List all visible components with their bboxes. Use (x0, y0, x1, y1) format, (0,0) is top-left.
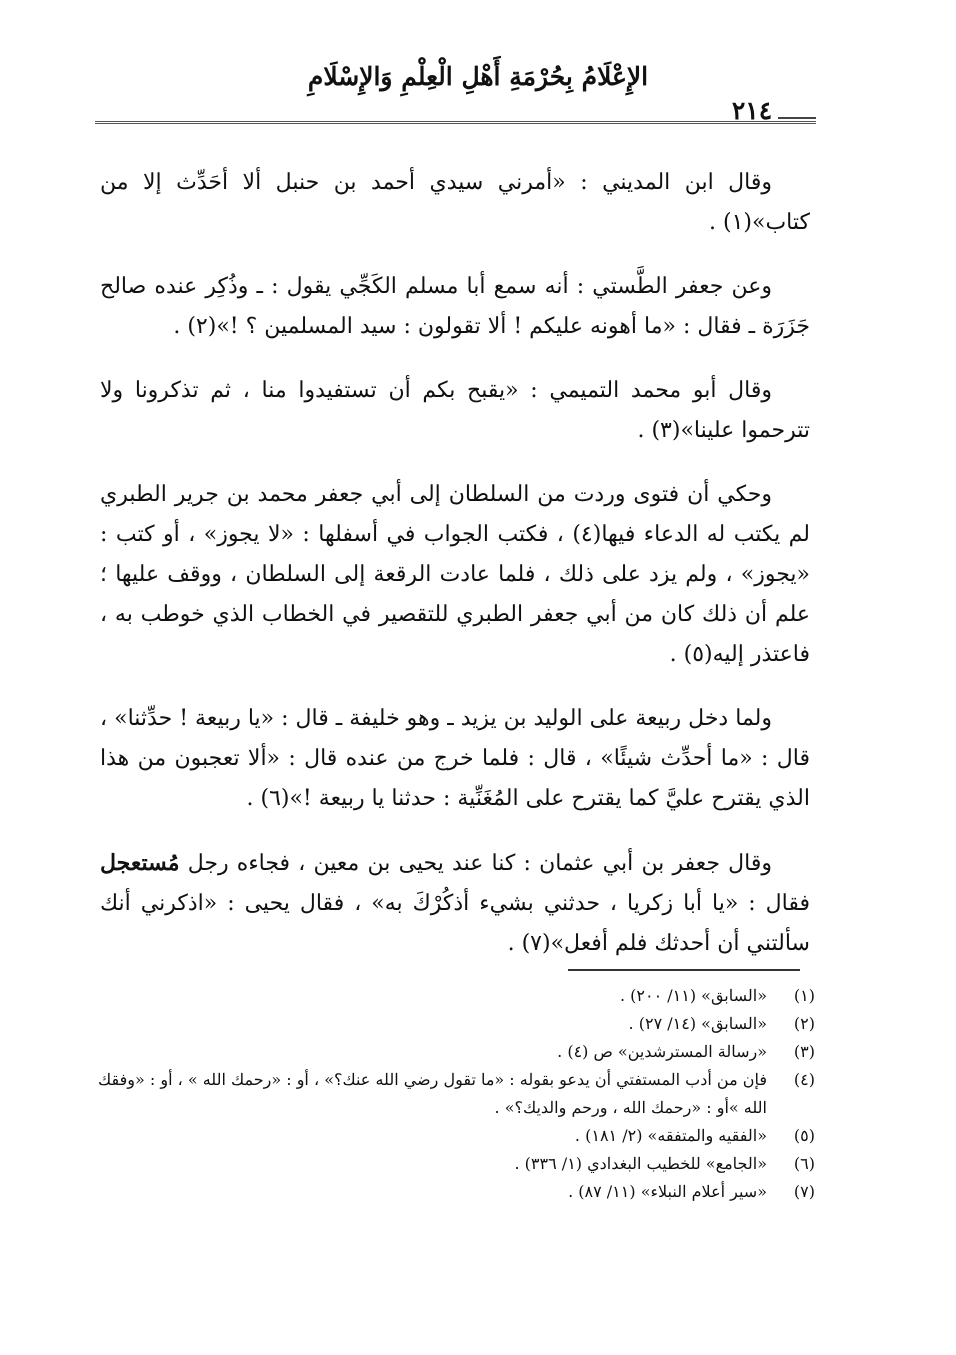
footnote-item (95, 1010, 815, 1038)
footnote-text: «السابق» (١١/ ٢٠٠) . (619, 986, 767, 1005)
footnote-item (95, 1038, 815, 1066)
paragraph: وقال ابن المديني : «أمرني سيدي أحمد بن حنبل ألا أحَدِّث إلا من كتاب»(١) . (100, 170, 810, 235)
page-number: ٢١٤ (731, 96, 773, 125)
footnote-number: (٥) (793, 1126, 815, 1145)
paragraph: ولما دخل ربيعة على الوليد بن يزيد ـ وهو خليفة ـ قال : «يا ربيعة ! حدِّثنا» ، قال : «ما أحدِّث شيئًا» ، قال : فلما خرج من عنده قال : «ألا تعجبون من هذا الذي يقترح عليَّ كما يقترح على المُغَنِّية : حدثنا يا ربيعة !»(٦) . (100, 706, 810, 811)
footnote-separator (568, 969, 800, 971)
footnote-item (95, 1150, 815, 1178)
paragraph: وحكي أن فتوى وردت من السلطان إلى أبي جعفر محمد بن جرير الطبري لم يكتب له الدعاء فيها(٤) ، فكتب الجواب في أسفلها : «لا يجوز» ، أو كتب : «يجوز» ، ولم يزد على ذلك ، فلما عادت الرقعة إلى السلطان ، ووقف عليها ؛ علم أن ذلك كان من أبي جعفر الطبري للتقصير في الخطاب الذي خوطب به ، فاعتذر إليه(٥) . (100, 482, 810, 667)
footnote-text: «سير أعلام النبلاء» (١١/ ٨٧) . (568, 1182, 767, 1201)
footnote-item (95, 982, 815, 1010)
footnote-number: (٣) (793, 1042, 815, 1061)
footnote-text: «رسالة المسترشدين» ص (٤) . (557, 1042, 767, 1061)
header-rule (95, 121, 816, 126)
footnote-number: (٦) (793, 1154, 815, 1173)
footnote-number: (٤) (793, 1070, 815, 1089)
bold-word: مُستعجل (100, 850, 180, 876)
paragraph-last (100, 843, 810, 964)
page-number-rule (778, 117, 816, 119)
footnote-item (95, 1122, 815, 1150)
footnote-item (95, 1178, 815, 1206)
footnote-number: (٧) (793, 1182, 815, 1201)
footnote-item (95, 1066, 815, 1122)
paragraph-text-end: فقال : «يا أبا زكريا ، حدثني بشيء أذكُرْكَ به» ، فقال يحيى : «اذكرني أنك سألتني أن أحدثك فلم أفعل»(٧) . (100, 891, 810, 956)
body-text (100, 163, 810, 988)
footnote-text: «الفقيه والمتفقه» (٢/ ١٨١) . (574, 1126, 767, 1145)
paragraph: وعن جعفر الطَّستي : أنه سمع أبا مسلم الكَجِّي يقول : ـ وذُكِر عنده صالح جَزَرَة ـ فقال : «ما أهونه عليكم ! ألا تقولون : سيد المسلمين ؟ !»(٢) . (100, 274, 810, 339)
footnote-text: فإن من أدب المستفتي أن يدعو بقوله : «ما تقول رضي الله عنك؟» ، أو : «رحمك الله » ، أو : «وفقك الله »أو : «رحمك الله ، ورحم والديك؟» . (98, 1070, 767, 1117)
footnote-number: (١) (793, 986, 815, 1005)
paragraph: وقال أبو محمد التميمي : «يقبح بكم أن تستفيدوا منا ، ثم تذكرونا ولا تترحموا علينا»(٣) . (100, 378, 810, 443)
paragraph-text-start: وقال جعفر بن أبي عثمان : كنا عند يحيى بن معين ، فجاءه رجل (179, 851, 772, 876)
running-title: الإِعْلَامُ بِحُرْمَةِ أَهْلِ الْعِلْمِ وَالإِسْلَامِ (307, 62, 649, 91)
footnote-text: «الجامع» للخطيب البغدادي (١/ ٣٣٦) . (514, 1154, 767, 1173)
footnote-number: (٢) (793, 1014, 815, 1033)
footnotes (95, 982, 815, 1206)
footnote-text: «السابق» (١٤/ ٢٧) . (628, 1014, 767, 1033)
